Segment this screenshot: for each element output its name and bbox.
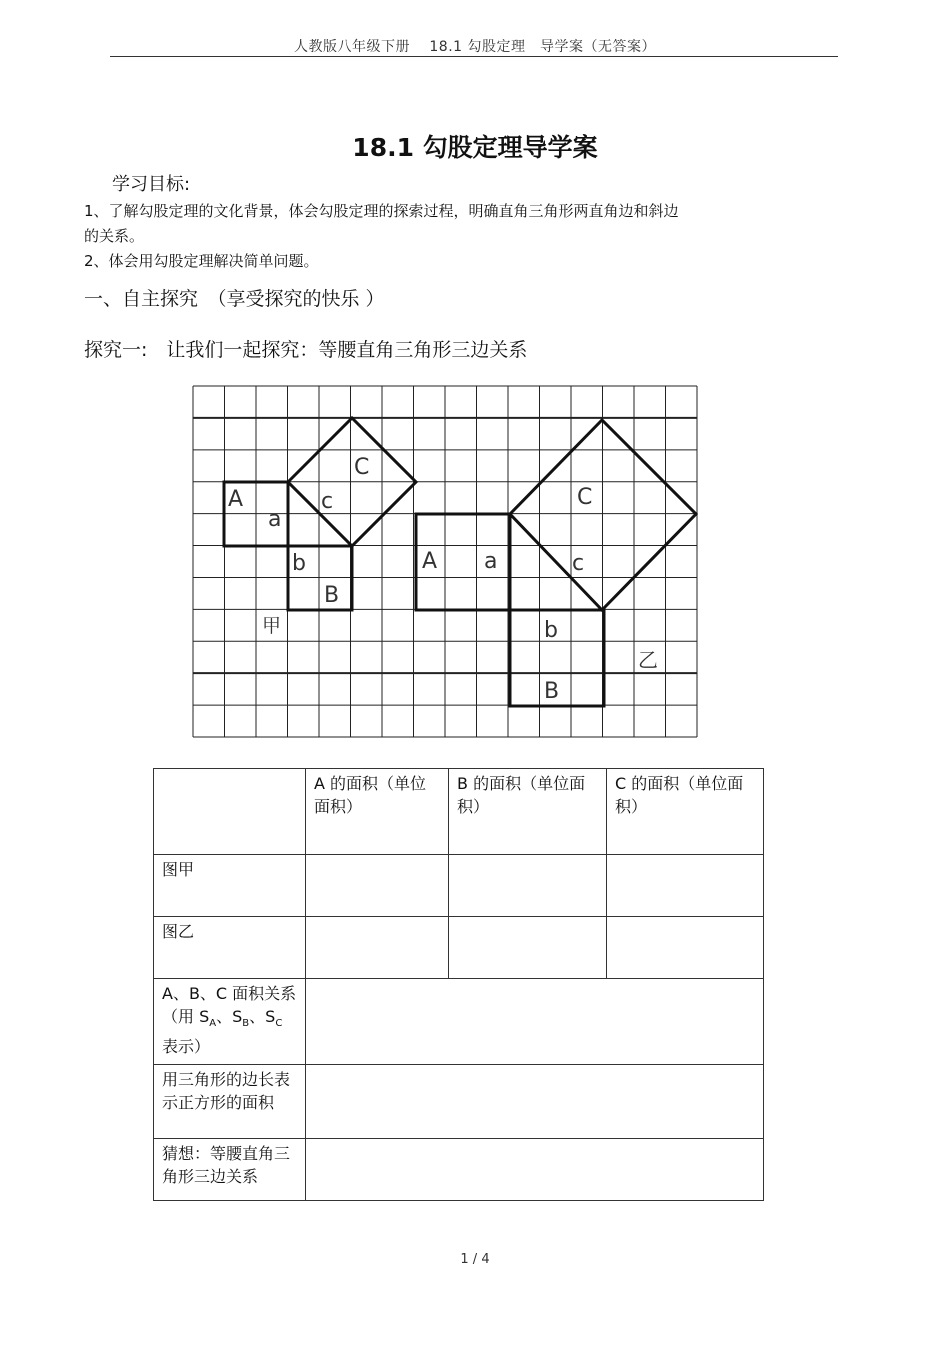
table-row-guess [154, 1139, 764, 1201]
table-row-sides [154, 1065, 764, 1139]
table-header-row [154, 769, 764, 855]
table-header-c: C 的面积（单位面积） [607, 769, 764, 855]
table-row-relation [154, 979, 764, 1065]
goal-item-1: 1、了解勾股定理的文化背景，体会勾股定理的探索过程，明确直角三角形两直角边和斜边 [84, 202, 679, 220]
cell-yi-c[interactable] [607, 917, 764, 979]
cell-jia-b[interactable] [449, 855, 607, 917]
label-c-jia: c [321, 489, 334, 514]
cell-jia-c[interactable] [607, 855, 764, 917]
cell-sides[interactable] [306, 1065, 764, 1139]
table-header-a: A 的面积（单位面积） [306, 769, 449, 855]
label-C-yi: C [577, 485, 593, 510]
section-heading: 一、自主探究 （享受探究的快乐 ） [84, 288, 385, 310]
table-header-corner [154, 769, 306, 855]
cell-yi-a[interactable] [306, 917, 449, 979]
row-label-relation: A、B、C 面积关系（用 $S_A$、$S_B$、$S_C$表示） [154, 979, 306, 1065]
page-number: 1 / 4 [460, 1252, 490, 1267]
label-C-jia: C [354, 455, 370, 480]
area-table [153, 768, 764, 1201]
row-label-jia: 图甲 [154, 855, 306, 917]
label-b-jia: b [292, 551, 306, 576]
table-row-jia [154, 855, 764, 917]
row-label-sides: 用三角形的边长表示正方形的面积 [154, 1065, 306, 1139]
goal-item-2: 2、体会用勾股定理解决简单问题。 [84, 252, 319, 270]
cell-relation[interactable] [306, 979, 764, 1065]
table-row-yi [154, 917, 764, 979]
goals-label: 学习目标: [112, 174, 191, 195]
label-B-yi: B [544, 679, 560, 704]
label-a-jia: a [268, 507, 282, 532]
row-label-yi: 图乙 [154, 917, 306, 979]
explore-heading: 探究一: 让我们一起探究：等腰直角三角形三边关系 [84, 339, 528, 361]
label-yi: 乙 [638, 648, 658, 672]
table-header-b: B 的面积（单位面积） [449, 769, 607, 855]
label-A-yi: A [422, 549, 438, 574]
label-jia: 甲 [262, 615, 282, 637]
cell-guess[interactable] [306, 1139, 764, 1201]
label-a-yi: a [484, 549, 498, 574]
cell-jia-a[interactable] [306, 855, 449, 917]
cell-yi-b[interactable] [449, 917, 607, 979]
label-b-yi: b [544, 618, 558, 643]
label-c-yi: c [572, 551, 585, 576]
label-A-jia: A [228, 487, 244, 512]
page-title: 18.1 勾股定理导学案 [352, 133, 598, 162]
goal-item-1-cont: 的关系。 [84, 227, 145, 245]
label-B-jia: B [324, 583, 340, 608]
row-label-guess: 猜想：等腰直角三角形三边关系 [154, 1139, 306, 1201]
page-header: 人教版八年级下册 18.1 勾股定理 导学案（无答案） [293, 39, 657, 55]
